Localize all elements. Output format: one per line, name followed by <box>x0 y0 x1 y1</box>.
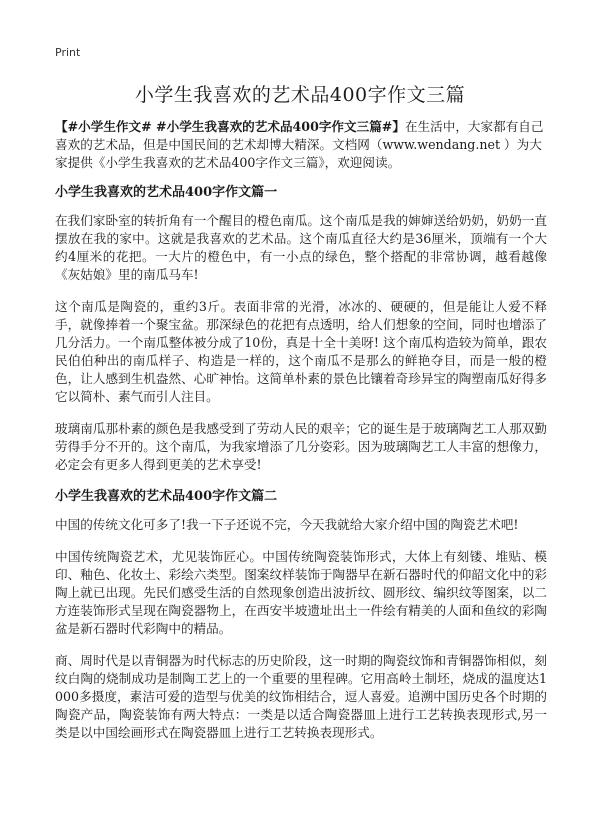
intro-tag: 【#小学生作文# #小学生我喜欢的艺术品400字作文三篇#】 <box>55 119 405 134</box>
print-link[interactable]: Print <box>55 46 81 59</box>
section-1-paragraph-3: 玻璃南瓜那朴素的颜色是我感受到了劳动人民的艰辛；它的诞生是于玻璃陶艺工人那双勤劳得手分不开的。这个南瓜，为我家增添了几分姿彩。因为玻璃陶艺工人丰富的想像力，必定会有更多人得到更美的艺术享受! <box>55 421 547 472</box>
article-body <box>55 118 547 756</box>
section-heading-1: 小学生我喜欢的艺术品400字作文篇一 <box>55 185 278 200</box>
page-title: 小学生我喜欢的艺术品400字作文三篇 <box>134 84 466 106</box>
section-1-paragraph-2: 这个南瓜是陶瓷的，重约3斤。表面非常的光滑，冰冰的、硬硬的，但是能让人爱不释手，就像捧着一个聚宝盆。那深绿色的花把有点透明，给人们想象的空间，同时也增添了几分活力。一个南瓜整体被分成了10份，真是十全十美呀! 这个南瓜构造较为简单，跟农民伯伯种出的南瓜样子、构造是一样的，这个南瓜不是那么的鲜艳夺目，而是一般的橙色，让人感到生机盎然、心旷神怡。这简单朴素的景色比镶着奇珍异宝的陶塑南瓜好得多它以简朴、素气而引人注目。 <box>55 299 547 404</box>
section-2-paragraph-2: 中国传统陶瓷艺术，尤见装饰匠心。中国传统陶瓷装饰形式，大体上有刻镂、堆贴、模印、釉色、化妆土、彩绘六类型。图案纹样装饰于陶器早在新石器时代的仰韶文化中的彩陶上就已出现。先民们感受生活的自然现象创造出波折纹、圆形纹、编织纹等图案，以二方连装饰形式呈现在陶瓷器物上，在西安半坡遗址出土一件绘有精美的人面和鱼纹的彩陶盆是新石器时代彩陶中的精品。 <box>55 549 547 636</box>
section-1-paragraph-1: 在我们家卧室的转折角有一个醒目的橙色南瓜。这个南瓜是我的婶婶送给奶奶，奶奶一直摆放在我的家中。这就是我喜欢的艺术品。这个南瓜直径大约是36厘米，顶端有一个大约4厘米的花把。一大片的橙色中，有一小点的绿色，整个搭配的非常协调，越看越像《灰姑娘》里的南瓜马车! <box>55 213 547 282</box>
section-2-paragraph-3: 商、周时代是以青铜器为时代标志的历史阶段，这一时期的陶瓷纹饰和青铜器饰相似，刻纹白陶的烧制成功是制陶工艺上的一个重要的里程碑。它用高岭土制坯，烧成的温度达1000多摄度，素洁可爱的造型与优美的纹饰相结合，逗人喜爱。追溯中国历史各个时期的陶瓷产品，陶瓷装饰有两大特点：一类是以适合陶瓷器皿上进行工艺转换表现形式,另一类是以中国绘画形式在陶瓷器皿上进行工艺转换表现形式。 <box>55 653 547 740</box>
section-2-paragraph-1: 中国的传统文化可多了!我一下子还说不完，今天我就给大家介绍中国的陶瓷艺术吧! <box>55 517 519 532</box>
intro-paragraph <box>55 118 547 172</box>
section-heading-2: 小学生我喜欢的艺术品400字作文篇二 <box>55 489 278 504</box>
intro-text: 在生活中，大家都有自己喜欢的艺术品，但是中国民间的艺术却博大精深。文档网（www.wendang.net ）为大家提供《小学生我喜欢的艺术品400字作文三篇》，欢迎阅读。 <box>55 119 544 170</box>
